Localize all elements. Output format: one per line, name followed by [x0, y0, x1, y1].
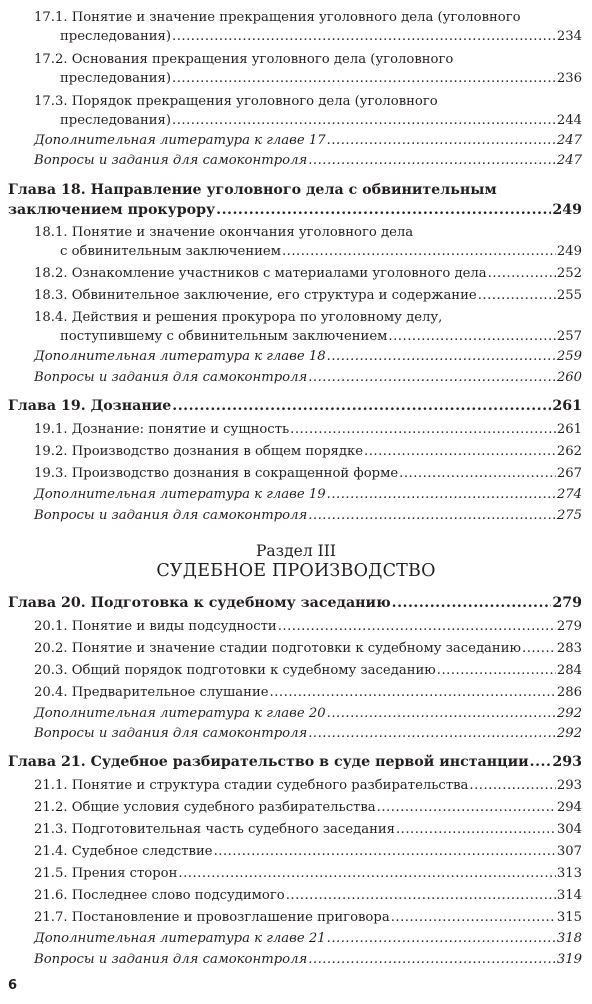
toc-entry-lit-17[interactable]: Дополнительная литература к главе 17 ..... 247 [34, 131, 582, 151]
toc-entry-21-5[interactable]: 21.5. Прения сторон ..... 313 [34, 864, 582, 884]
toc-chapter-19[interactable]: Глава 19. Дознание ..... 261 [8, 397, 582, 417]
page-number: 283 [556, 641, 582, 656]
toc-entry-questions-17[interactable]: Вопросы и задания для самоконтроля ..... 247 [34, 151, 582, 171]
footer-page-number: 6 [8, 978, 18, 993]
toc-entry-18-3[interactable]: 18.3. Обвинительное заключение, его структура и содержание ..... 255 [34, 286, 582, 306]
toc-chapter-20[interactable]: Глава 20. Подготовка к судебному заседанию ..... 279 [8, 594, 582, 614]
toc-entry-20-2[interactable]: 20.2. Понятие и значение стадии подготовки к судебному заседанию ..... 283 [34, 639, 582, 659]
page-number: 313 [556, 866, 582, 881]
page-number: 260 [556, 370, 582, 385]
page-number: 249 [552, 202, 582, 218]
page-number: 267 [556, 466, 582, 481]
toc-entry-21-3[interactable]: 21.3. Подготовительная часть судебного заседания ..... 304 [34, 820, 582, 840]
part-title: СУДЕБНОЕ ПРОИЗВОДСТВО [156, 561, 436, 581]
toc-entry-21-7[interactable]: 21.7. Постановление и провозглашение приговора ..... 315 [34, 908, 582, 928]
page-number: 252 [556, 266, 582, 281]
page-number: 279 [552, 595, 582, 611]
page-number: 262 [556, 444, 582, 459]
page-number: 307 [556, 844, 582, 859]
toc-entry-21-6[interactable]: 21.6. Последнее слово подсудимого ..... 314 [34, 886, 582, 906]
toc-entry-19-3[interactable]: 19.3. Производство дознания в сокращенной форме ..... 267 [34, 464, 582, 484]
page-number: 257 [556, 329, 582, 344]
page-number: 319 [556, 952, 582, 967]
toc-entry-17-2-line1: 17.2. Основания прекращения уголовного дела (уголовного [34, 52, 454, 67]
toc-entry-21-1[interactable]: 21.1. Понятие и структура стадии судебного разбирательства ..... 293 [34, 776, 582, 796]
page-number: 286 [556, 685, 582, 700]
toc-entry-17-3-line1: 17.3. Порядок прекращения уголовного дела (уголовного [34, 94, 438, 109]
toc-entry-17-2[interactable]: преследования) ..... 236 [60, 69, 582, 89]
page-number: 259 [556, 349, 582, 364]
page-number: 255 [556, 288, 582, 303]
toc-entry-lit-21[interactable]: Дополнительная литература к главе 21 ..... 318 [34, 929, 582, 949]
page-number: 244 [556, 113, 582, 128]
toc-entry-questions-21[interactable]: Вопросы и задания для самоконтроля ..... 319 [34, 950, 582, 970]
toc-entry-lit-19[interactable]: Дополнительная литература к главе 19 ..... 274 [34, 485, 582, 505]
page-number: 236 [556, 71, 582, 86]
page-number: 247 [556, 153, 582, 168]
toc-entry-lit-20[interactable]: Дополнительная литература к главе 20 ..... 292 [34, 704, 582, 724]
page-number: 293 [556, 778, 582, 793]
part-label: Раздел III [256, 542, 336, 560]
toc-entry-20-4[interactable]: 20.4. Предварительное слушание ..... 286 [34, 683, 582, 703]
toc-chapter-18[interactable]: заключением прокурору ..... 249 [8, 201, 582, 221]
toc-entry-19-2[interactable]: 19.2. Производство дознания в общем порядке ..... 262 [34, 442, 582, 462]
page-number: 314 [556, 888, 582, 903]
toc-entry-18-1[interactable]: с обвинительным заключением ..... 249 [60, 242, 582, 262]
page-number: 274 [556, 487, 582, 502]
page-number: 292 [556, 726, 582, 741]
page-number: 292 [556, 706, 582, 721]
page-number: 234 [556, 29, 582, 44]
page-number: 261 [552, 398, 582, 414]
toc-entry-18-1-line1: 18.1. Понятие и значение окончания уголовного дела [34, 225, 414, 240]
toc-entry-17-3[interactable]: преследования) ..... 244 [60, 111, 582, 131]
toc-entry-questions-18[interactable]: Вопросы и задания для самоконтроля ..... 260 [34, 368, 582, 388]
toc-entry-18-4-line1: 18.4. Действия и решения прокурора по уголовному делу, [34, 310, 443, 325]
toc-entry-18-4[interactable]: поступившему с обвинительным заключением ..... 257 [60, 327, 582, 347]
page-number: 304 [556, 822, 582, 837]
toc-entry-questions-19[interactable]: Вопросы и задания для самоконтроля ..... 275 [34, 506, 582, 526]
page-number: 247 [556, 133, 582, 148]
toc-entry-21-4[interactable]: 21.4. Судебное следствие ..... 307 [34, 842, 582, 862]
toc-entry-18-2[interactable]: 18.2. Ознакомление участников с материалами уголовного дела ..... 252 [34, 264, 582, 284]
toc-chapter-21[interactable]: Глава 21. Судебное разбирательство в суде первой инстанции ..... 293 [8, 753, 582, 773]
toc-entry-20-3[interactable]: 20.3. Общий порядок подготовки к судебному заседанию ..... 284 [34, 661, 582, 681]
page-number: 275 [556, 508, 582, 523]
toc-entry-questions-20[interactable]: Вопросы и задания для самоконтроля ..... 292 [34, 724, 582, 744]
page-number: 261 [556, 422, 582, 437]
page-number: 284 [556, 663, 582, 678]
toc-entry-21-2[interactable]: 21.2. Общие условия судебного разбирательства ..... 294 [34, 798, 582, 818]
toc-entry-17-1-line1: 17.1. Понятие и значение прекращения уголовного дела (уголовного [34, 10, 521, 25]
toc-entry-lit-18[interactable]: Дополнительная литература к главе 18 ..... 259 [34, 347, 582, 367]
page-number: 318 [556, 931, 582, 946]
toc-entry-20-1[interactable]: 20.1. Понятие и виды подсудности ..... 279 [34, 617, 582, 637]
page-number: 293 [552, 754, 582, 770]
toc-entry-19-1[interactable]: 19.1. Дознание: понятие и сущность ..... 261 [34, 420, 582, 440]
page-number: 249 [556, 244, 582, 259]
toc-entry-17-1[interactable]: преследования) ..... 234 [60, 27, 582, 47]
toc-chapter-18-line1: Глава 18. Направление уголовного дела с обвинительным [8, 182, 497, 198]
page-number: 315 [556, 910, 582, 925]
page-number: 294 [556, 800, 582, 815]
page-number: 279 [556, 619, 582, 634]
